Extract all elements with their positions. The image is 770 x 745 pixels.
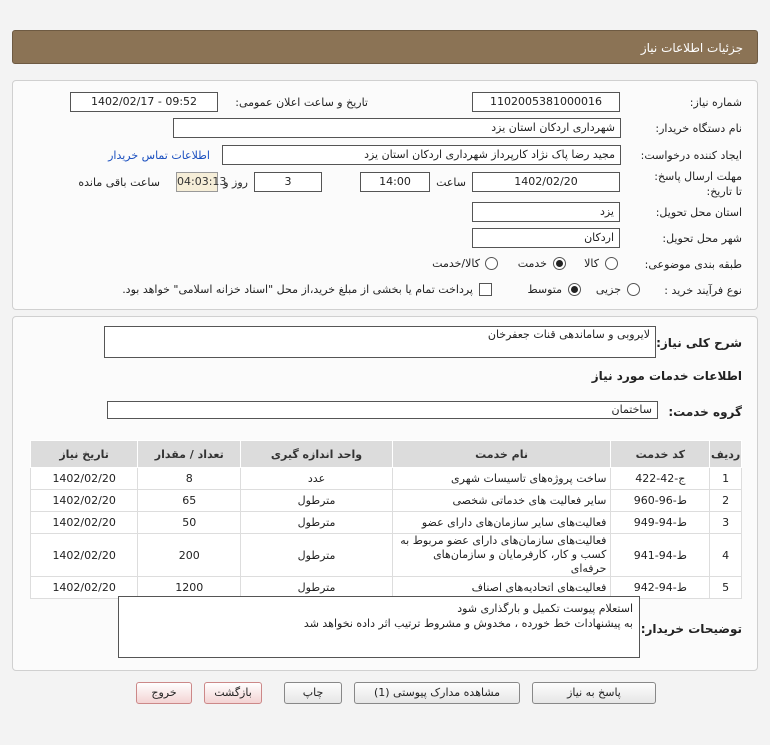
buyer-notes-box <box>118 596 640 658</box>
category-label: طبقه بندی موضوعی: <box>644 258 742 271</box>
col-header-need-date: تاریخ نیاز <box>31 441 138 468</box>
exit-button[interactable]: خروج <box>136 682 192 704</box>
buyer-notes-line-2: به پیشنهادات خط خورده ، مخدوش و مشروط ترتیب اثر داده نخواهد شد <box>303 617 633 630</box>
cell-service-name: فعالیت‌های سایر سازمان‌های دارای عضو <box>392 512 611 534</box>
buyer-org-label: نام دستگاه خریدار: <box>655 122 742 135</box>
cell-service-code: ج-42-422 <box>611 468 710 490</box>
cell-row-number: 5 <box>710 577 742 599</box>
need-number-field: 1102005381000016 <box>472 92 620 112</box>
deadline-label: مهلت ارسال پاسخ: تا تاریخ: <box>654 170 742 198</box>
cell-unit: مترطول <box>241 490 392 512</box>
remaining-time-field: 04:03:13 <box>176 172 218 192</box>
category-radio-goods[interactable] <box>605 257 618 270</box>
announce-label: تاریخ و ساعت اعلان عمومی: <box>235 96 368 109</box>
summary-label: شرح کلی نیاز: <box>656 336 742 350</box>
cell-service-code: ط-94-942 <box>611 577 710 599</box>
col-header-unit: واحد اندازه گیری <box>241 441 392 468</box>
remaining-label: ساعت باقی مانده <box>78 176 160 189</box>
service-group-field: ساختمان <box>107 401 658 419</box>
print-button[interactable]: چاپ <box>284 682 342 704</box>
cell-quantity: 65 <box>138 490 241 512</box>
province-field: یزد <box>472 202 620 222</box>
cell-service-name: ساخت پروژه‌های تاسیسات شهری <box>392 468 611 490</box>
deadline-time-label: ساعت <box>436 176 466 189</box>
table-header-row <box>31 441 742 468</box>
buyer-notes-label: توضیحات خریدار: <box>640 622 742 636</box>
table-row <box>31 490 742 512</box>
cell-service-name: فعالیت‌های سازمان‌های دارای عضو مربوط به کسب و کار، کارفرمایان و سازمان‌های حرفه‌ای <box>392 534 611 577</box>
table-row <box>31 534 742 577</box>
cell-row-number: 2 <box>710 490 742 512</box>
cell-row-number: 3 <box>710 512 742 534</box>
need-number-label: شماره نیاز: <box>689 96 742 109</box>
process-label: نوع فرآیند خرید : <box>664 284 742 297</box>
cell-service-code: ط-94-949 <box>611 512 710 534</box>
cell-service-name: فعالیت‌های اتحادیه‌های اصناف <box>392 577 611 599</box>
buyer-org-field: شهرداری اردکان استان یزد <box>173 118 621 138</box>
cell-need-date: 1402/02/20 <box>31 577 138 599</box>
cell-need-date: 1402/02/20 <box>31 490 138 512</box>
cell-row-number: 4 <box>710 534 742 577</box>
category-option-goods-service: کالا/خدمت <box>432 257 480 270</box>
city-field: اردکان <box>472 228 620 248</box>
services-table <box>30 440 742 599</box>
category-radio-goods-service[interactable] <box>485 257 498 270</box>
cell-need-date: 1402/02/20 <box>31 468 138 490</box>
buyer-contact-link[interactable]: اطلاعات تماس خریدار <box>108 149 210 162</box>
requester-label: ایجاد کننده درخواست: <box>640 149 742 162</box>
cell-unit: مترطول <box>241 534 392 577</box>
page-title: جزئیات اطلاعات نیاز <box>640 41 743 55</box>
category-radio-service[interactable] <box>553 257 566 270</box>
cell-need-date: 1402/02/20 <box>31 512 138 534</box>
back-button[interactable]: بازگشت <box>204 682 262 704</box>
deadline-date-field: 1402/02/20 <box>472 172 620 192</box>
cell-service-code: ط-94-941 <box>611 534 710 577</box>
treasury-payment-checkbox[interactable] <box>479 283 492 296</box>
table-row <box>31 468 742 490</box>
process-option-minor: جزیی <box>595 283 621 296</box>
city-label: شهر محل تحویل: <box>662 232 742 245</box>
page-header <box>12 30 758 64</box>
days-label: روز و <box>223 176 248 189</box>
col-header-service-code: کد خدمت <box>611 441 710 468</box>
services-section-title: اطلاعات خدمات مورد نیاز <box>591 369 742 383</box>
cell-unit: عدد <box>241 468 392 490</box>
province-label: استان محل تحویل: <box>655 206 742 219</box>
process-option-medium: متوسط <box>527 283 562 296</box>
cell-unit: مترطول <box>241 577 392 599</box>
col-header-service-name: نام خدمت <box>392 441 611 468</box>
cell-quantity: 50 <box>138 512 241 534</box>
category-option-goods: کالا <box>584 257 599 270</box>
process-radio-medium[interactable] <box>568 283 581 296</box>
category-option-service: خدمت <box>517 257 547 270</box>
announce-field: 1402/02/17 - 09:52 <box>70 92 218 112</box>
service-group-label: گروه خدمت: <box>668 405 742 419</box>
summary-field: لایروبی و ساماندهی قنات جعفرخان <box>104 326 656 358</box>
treasury-payment-note: پرداخت تمام یا بخشی از مبلغ خرید،از محل "اسناد خزانه اسلامی" خواهد بود. <box>122 283 473 296</box>
requester-field: مجید رضا پاک نژاد کارپرداز شهرداری اردکان استان یزد <box>222 145 621 165</box>
view-attachments-button[interactable]: مشاهده مدارک پیوستی (1) <box>354 682 520 704</box>
deadline-time-field: 14:00 <box>360 172 430 192</box>
cell-quantity: 1200 <box>138 577 241 599</box>
cell-unit: مترطول <box>241 512 392 534</box>
cell-quantity: 200 <box>138 534 241 577</box>
cell-service-code: ط-96-960 <box>611 490 710 512</box>
cell-row-number: 1 <box>710 468 742 490</box>
buyer-notes-line-1: استعلام پیوست تکمیل و بارگذاری شود <box>457 602 633 615</box>
table-row <box>31 512 742 534</box>
reply-to-need-button[interactable]: پاسخ به نیاز <box>532 682 656 704</box>
col-header-quantity: تعداد / مقدار <box>138 441 241 468</box>
days-field: 3 <box>254 172 322 192</box>
cell-service-name: سایر فعالیت های خدماتی شخصی <box>392 490 611 512</box>
cell-need-date: 1402/02/20 <box>31 534 138 577</box>
cell-quantity: 8 <box>138 468 241 490</box>
col-header-row-number: ردیف <box>710 441 742 468</box>
process-radio-minor[interactable] <box>627 283 640 296</box>
